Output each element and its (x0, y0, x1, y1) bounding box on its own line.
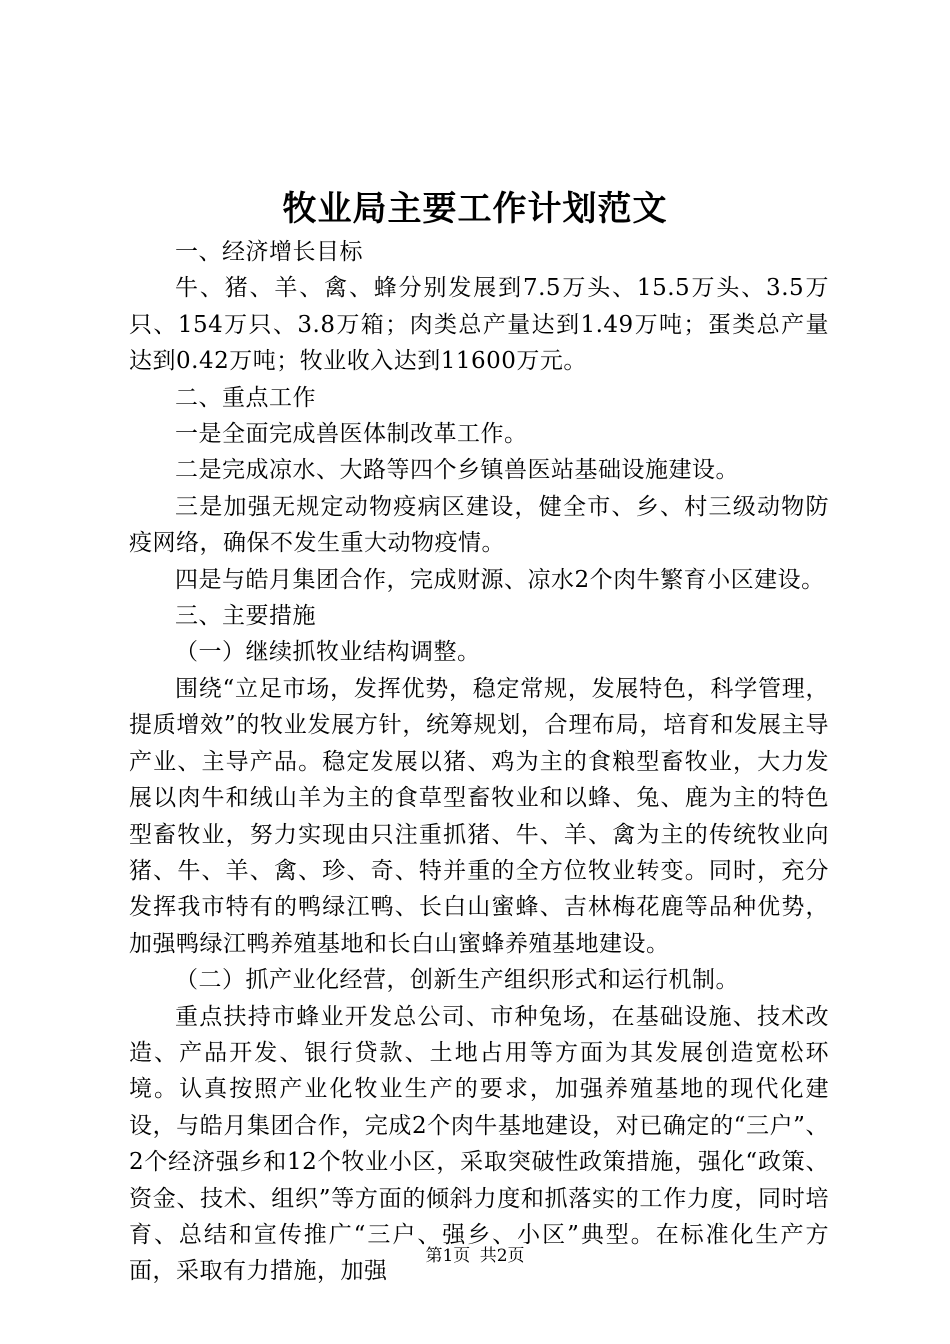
document-title: 牧业局主要工作计划范文 (282, 189, 668, 229)
subheading-industrialization: （二）抓产业化经营，创新生产组织形式和运行机制。 (175, 967, 739, 994)
section-heading-economic-goals: 一、经济增长目标 (175, 239, 363, 265)
page-footer (0, 1244, 950, 1268)
page-number-total: 共2页 (479, 1246, 525, 1266)
paragraph-industrialization: 重点扶持市蜂业开发总公司、市种兔场，在基础设施、技术改造、产品开发、银行贷款、土地占用等方面为其发展创造宽松环境。认真按照产业化牧业生产的要求，加强养殖基地的现代化建设，与皓月集团合作，完成2个肉牛基地建设，对已确定的“三户”、2个经济强乡和12个牧业小区，采取突破性政策措施，强化“政策、资金、技术、组织”等方面的倾斜力度和抓落实的工作力度，同时培育、总结和宣传推广“三户、强乡、小区”典型。在标准化生产方面，采取有力措施，加强 (129, 1003, 829, 1285)
paragraph-key-work-3: 三是加强无规定动物疫病区建设，健全市、乡、村三级动物防疫网络，确保不发生重大动物疫情。 (129, 493, 829, 557)
paragraph-key-work-2: 二是完成凉水、大路等四个乡镇兽医站基础设施建设。 (175, 457, 739, 484)
subheading-structure-adjustment: （一）继续抓牧业结构调整。 (175, 639, 481, 666)
paragraph-key-work-4: 四是与皓月集团合作，完成财源、凉水2个肉牛繁育小区建设。 (175, 566, 825, 593)
page-number-current: 第1页 (425, 1246, 471, 1266)
paragraph-structure-adjustment: 围绕“立足市场，发挥优势，稳定常规，发展特色，科学管理，提质增效”的牧业发展方针，统筹规划，合理布局，培育和发展主导产业、主导产品。稳定发展以猪、鸡为主的食粮型畜牧业，大力发展以肉牛和绒山羊为主的食草型畜牧业和以蜂、兔、鹿为主的特色型畜牧业，努力实现由只注重抓猪、牛、羊、禽为主的传统牧业向猪、牛、羊、禽、珍、奇、特并重的全方位牧业转变。同时，充分发挥我市特有的鸭绿江鸭、长白山蜜蜂、吉林梅花鹿等品种优势，加强鸭绿江鸭养殖基地和长白山蜜蜂养殖基地建设。 (129, 675, 829, 957)
paragraph-growth-targets: 牛、猪、羊、禽、蜂分别发展到7.5万头、15.5万头、3.5万只、154万只、3.8万箱；肉类总产量达到1.49万吨；蛋类总产量达到0.42万吨；牧业收入达到11600万元。 (129, 275, 829, 375)
document-body (129, 234, 829, 1290)
paragraph-key-work-1: 一是全面完成兽医体制改革工作。 (175, 421, 528, 448)
section-heading-key-work: 二、重点工作 (175, 384, 316, 411)
section-heading-measures: 三、主要措施 (175, 603, 316, 630)
